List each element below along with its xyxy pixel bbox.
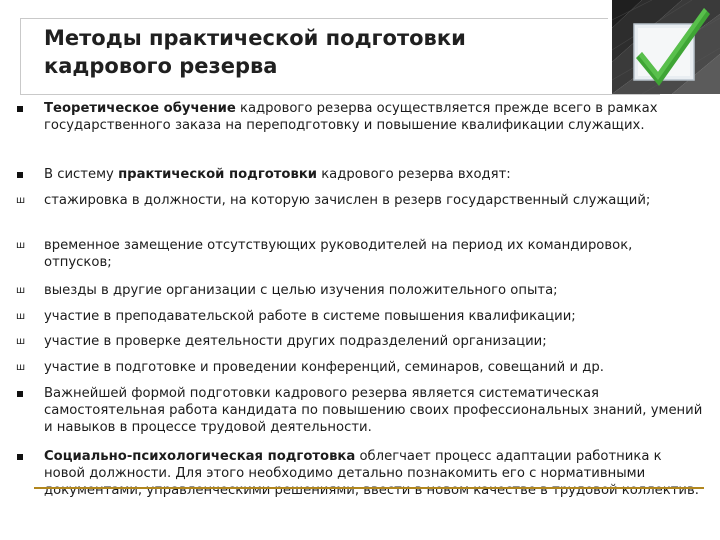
list-item bbox=[16, 237, 704, 271]
sub-bullet-marker: ш bbox=[16, 362, 26, 373]
list-item bbox=[44, 448, 704, 499]
item-text: временное замещение отсутствующих руководителей на период их командировок, отпусков; bbox=[44, 238, 633, 270]
item-bold-text: Теоретическое обучение bbox=[44, 101, 236, 116]
list-item bbox=[16, 282, 704, 299]
item-bold-text: Социально-психологическая подготовка bbox=[44, 449, 356, 464]
sub-bullet-marker: ш bbox=[16, 285, 26, 296]
square-bullet-icon bbox=[16, 385, 23, 397]
sub-bullet-marker: ш bbox=[16, 311, 26, 322]
list-item bbox=[16, 359, 704, 376]
item-prefix-text: В систему bbox=[44, 167, 119, 182]
item-text: облегчает процесс адаптации работника к новой должности. Для этого необходимо детально познакомить его с нормативными документами, управленческими решениями, ввести в новом качестве в трудовой коллектив. bbox=[44, 449, 699, 498]
square-bullet-icon bbox=[16, 166, 23, 178]
sub-bullet-marker: ш bbox=[16, 195, 26, 206]
square-bullet-icon bbox=[16, 448, 23, 460]
accent-divider-line bbox=[34, 487, 704, 489]
list-item bbox=[44, 100, 704, 134]
slide-title-line-2: кадрового резерва bbox=[44, 54, 278, 78]
sub-bullet-marker: ш bbox=[16, 336, 26, 347]
list-item bbox=[16, 192, 704, 209]
list-item bbox=[44, 385, 704, 436]
item-text: участие в преподавательской работе в системе повышения квалификации; bbox=[44, 309, 576, 324]
slide-title-line-1: Методы практической подготовки bbox=[44, 26, 466, 50]
list-item bbox=[16, 333, 704, 350]
item-text: стажировка в должности, на которую зачислен в резерв государственный служащий; bbox=[44, 193, 651, 208]
item-text: Важнейшей формой подготовки кадрового резерва является систематическая самостоятельная работа кандидата по повышению своих профессиональных знаний, умений и навыков в процессе трудовой деятельности. bbox=[44, 386, 703, 435]
item-text: кадрового резерва входят: bbox=[317, 167, 511, 182]
list-item bbox=[16, 308, 704, 325]
item-bold-text: практической подготовки bbox=[118, 167, 318, 182]
item-text: выезды в другие организации с целью изучения положительного опыта; bbox=[44, 283, 558, 298]
item-text: участие в подготовке и проведении конференций, семинаров, совещаний и др. bbox=[44, 360, 604, 375]
item-text: кадрового резерва осуществляется прежде всего в рамках государственного заказа на переподготовку и повышение квалификации служащих. bbox=[44, 101, 658, 133]
item-text: участие в проверке деятельности других подразделений организации; bbox=[44, 334, 547, 349]
sub-bullet-marker: ш bbox=[16, 240, 26, 251]
square-bullet-icon bbox=[16, 100, 23, 112]
list-item bbox=[44, 166, 704, 183]
